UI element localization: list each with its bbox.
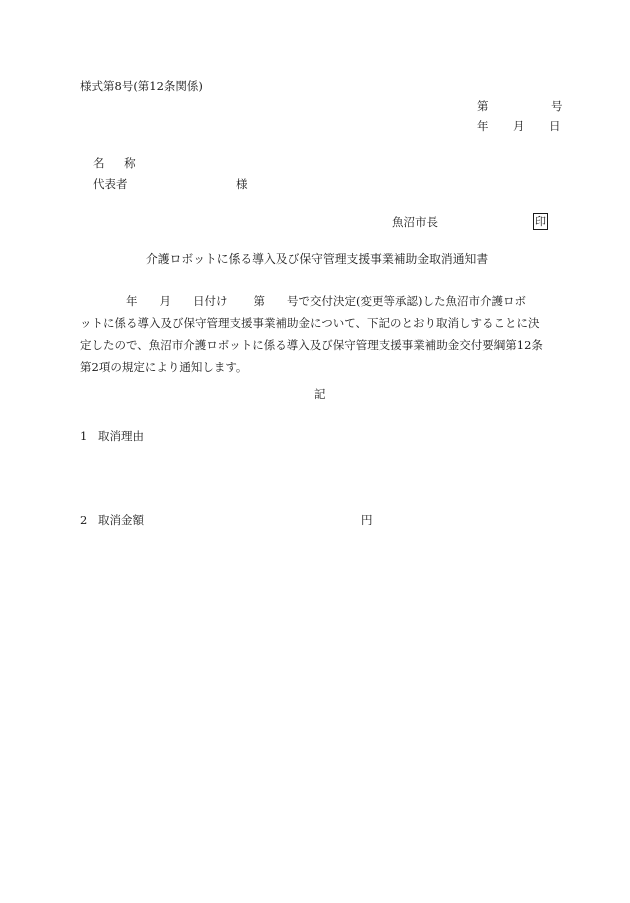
body-paragraph <box>80 290 568 378</box>
date-month-label: 月 <box>513 119 525 133</box>
document-title: 介護ロボットに係る導入及び保守管理支援事業補助金取消通知書 <box>146 252 489 266</box>
issuer-title: 魚沼市長 <box>392 215 438 229</box>
item-number: 1 <box>80 429 88 443</box>
body-line-1 <box>80 290 568 312</box>
date-day-label: 日 <box>549 119 561 133</box>
seal-label: 印 <box>535 215 546 228</box>
body-line-2: ットに係る導入及び保守管理支援事業補助金について、下記のとおり取消しすることに決 <box>80 316 540 330</box>
seal-box <box>533 213 548 230</box>
date-year-label: 年 <box>477 119 489 133</box>
doc-number-prefix: 第 <box>477 99 489 113</box>
item-cancel-reason <box>80 431 144 443</box>
item-label: 取消理由 <box>98 429 144 443</box>
form-number: 様式第8号(第12条関係) <box>80 79 203 93</box>
body-no: 第 <box>253 294 265 308</box>
body-day: 日付け <box>193 294 228 308</box>
body-line-3: 定したので、魚沼市介護ロボットに係る導入及び保守管理支援事業補助金交付要綱第12条 <box>80 338 543 352</box>
ki-heading: 記 <box>314 387 326 401</box>
item-label: 取消金額 <box>98 513 144 527</box>
recipient-honorific: 様 <box>236 177 248 191</box>
amount-unit: 円 <box>361 513 373 527</box>
recipient-rep-label: 代表者 <box>93 177 128 191</box>
body-month: 月 <box>159 294 171 308</box>
doc-number-suffix: 号 <box>551 99 563 113</box>
body-year: 年 <box>126 294 138 308</box>
body-line-4: 第2項の規定により通知します。 <box>80 360 248 374</box>
body-line1-rest: 号で交付決定(変更等承認)した魚沼市介護ロボ <box>287 294 526 308</box>
recipient-name-label: 名 称 <box>93 156 144 170</box>
item-number: 2 <box>80 513 88 527</box>
item-cancel-amount <box>80 515 144 527</box>
